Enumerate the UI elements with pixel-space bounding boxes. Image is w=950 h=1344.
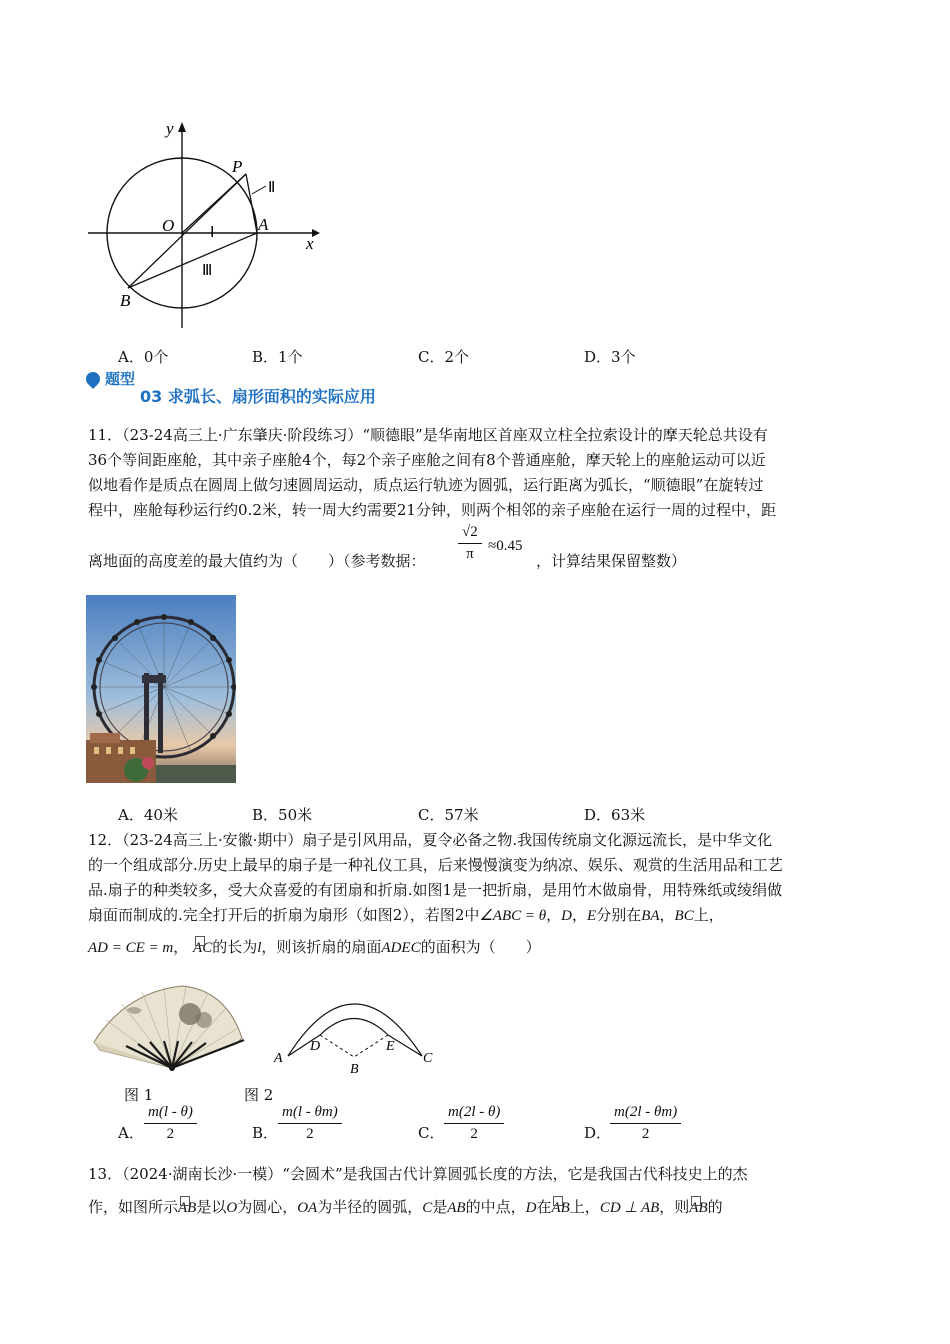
q12-l4-sep3: ， [659,906,675,924]
q11-ref-fraction [458,524,482,563]
origin-label: O [162,216,175,235]
figure-2-caption: 图 2 [244,1086,274,1104]
q11-ref-fraction-den: π [466,546,474,562]
q11-option-d[interactable]: D．63米 [584,806,646,824]
q12-option-d-letter[interactable]: D． [584,1124,612,1142]
arc-ab-3: AB [689,1200,708,1216]
q12-option-c-fraction[interactable] [444,1104,504,1143]
point-a-label: A [258,215,269,234]
q12-option-a-fraction[interactable] [144,1104,197,1143]
q13-line-1: 13．（2024·湖南长沙·一模）“会圆术”是我国古代计算圆弧长度的方法，它是我国古代科技史上的杰 [88,1165,748,1183]
q13-l2-e: 是 [432,1198,448,1216]
q13-line-2 [88,1196,723,1217]
segment-ab: AB [447,1200,466,1216]
q12-line-4 [88,904,724,925]
cd-perp-ab: CD ⊥ AB [599,1200,660,1216]
radius-oa: OA [297,1200,318,1216]
q12-line-3: 品.扇子的种类较多，受大众喜爱的有团扇和折扇.如图1是一把折扇，是用竹木做扇骨，用特殊纸或绫绢做 [88,881,783,899]
q12-l4-sep2: ， [572,906,588,924]
fan-label-e: E [386,1039,395,1054]
q13-l2-f: 的中点， [465,1198,526,1216]
q12-option-d-num: m(2l - θm) [614,1104,678,1120]
point-p-label: P [232,157,243,176]
q12-option-b-den: 2 [306,1126,314,1142]
q12-option-a-letter[interactable]: A． [118,1124,144,1142]
q12-l5-len: 的长为 [212,938,258,956]
point-e: E [587,908,597,924]
q13-l2-h: 上， [569,1198,600,1216]
q11-ref-approx: ≈0.45 [488,538,523,554]
region-i-label: Ⅰ [210,225,215,241]
location-pin-icon [83,369,103,389]
q12-l5-mid: ，则该折扇的扇面 [261,938,382,956]
tag-label: 题型 [105,370,136,388]
q12-option-d-den: 2 [641,1126,650,1142]
x-axis-label: x [306,234,314,253]
question-type-tag [86,368,135,389]
q12-line-2: 的一个组成部分.历史上最早的扇子是一种礼仪工具，后来慢慢演变为纳凉、娱乐、观赏的生活用品和工艺 [88,856,783,874]
y-axis-label: y [166,119,174,138]
fan-label-c: C [423,1051,433,1066]
q13-l2-j: 的 [707,1198,723,1216]
figure-1-caption: 图 1 [124,1086,154,1104]
q11-line-1: 11．（23-24高三上·广东肇庆·阶段练习）“顺德眼”是华南地区首座双立柱全拉索设计的摩天轮总共设有 [88,426,768,444]
q10-option-d[interactable]: D．3个 [584,348,636,366]
segment-ba: BA [641,908,660,924]
q11-option-a[interactable]: A．40米 [118,806,178,824]
point-b-label: B [120,291,131,310]
ferris-wheel-photo [86,595,236,783]
q11-option-b[interactable]: B．50米 [252,806,313,824]
point-d: D [561,908,572,924]
equation-ad-ce-m: AD = CE = m [88,940,174,956]
q12-option-c-num: m(2l - θ) [448,1104,501,1120]
folding-fan-photo [86,980,248,1076]
q12-option-a-den: 2 [166,1126,175,1142]
fan-label-d: D [310,1039,321,1054]
point-d-q13: D [525,1200,537,1216]
q13-l2-b: 是以 [196,1198,227,1216]
arc-ab-2: AB [551,1200,570,1216]
region-adec: ADEC [381,940,421,956]
unit-circle-figure [80,110,330,335]
q10-option-b[interactable]: B．1个 [252,348,303,366]
q11-line-5-start: 离地面的高度差的最大值约为（ ）（参考数据： [88,552,426,570]
q12-l4-txt: 分别在 [596,906,642,924]
q11-ref-fraction-num: √2 [462,524,478,540]
region-iii-label: Ⅲ [202,263,213,279]
q13-l2-i: ，则 [659,1198,690,1216]
q13-l2-c: 为圆心， [237,1198,298,1216]
q12-option-b-num: m(l - θm) [282,1104,338,1120]
arc-ab-1: AB [178,1200,197,1216]
q12-option-c-den: 2 [470,1126,478,1142]
q12-l5-end: 的面积为（ ） [420,938,541,956]
q11-line-4: 程中，座舱每秒运行约0.2米，转一周大约需要21分钟，则两个相邻的亲子座舱在运行一周的过程中，距 [88,501,776,519]
angle-abc-theta: ∠ABC = θ [479,908,547,924]
q12-option-b-fraction[interactable] [278,1104,342,1143]
q13-l2-d: 为半径的圆弧， [317,1198,423,1216]
fan-label-b: B [350,1062,359,1077]
segment-bc: BC [674,908,694,924]
q12-option-d-fraction[interactable] [610,1104,681,1143]
q11-line-5-end: ，计算结果保留整数） [536,552,687,570]
q11-option-c[interactable]: C．57米 [418,806,479,824]
q12-l4-end: 上， [693,906,724,924]
q12-line-4-pre: 扇面而制成的.完全打开后的折扇为扇形（如图2），若图2中 [88,906,480,924]
point-c: C [422,1200,433,1216]
q12-line-1: 12．（23-24高三上·安徽·期中）扇子是引风用品，夏令必备之物.我国传统扇文化源远流长，是中华文化 [88,831,773,849]
fan-sector-diagram [268,974,440,1098]
fan-label-a: A [274,1051,283,1066]
arc-ac: AC [193,940,213,956]
q12-line-5 [88,936,541,957]
q13-l2-a: 作，如图所示 [88,1198,179,1216]
q12-option-c-letter[interactable]: C． [418,1124,445,1142]
var-l: l [257,940,262,956]
q13-l2-g: 在 [536,1198,552,1216]
q12-option-b-letter[interactable]: B． [252,1124,279,1142]
q12-l4-sep1: ， [546,906,562,924]
q11-line-3: 似地看作是质点在圆周上做匀速圆周运动，质点运行轨迹为圆弧，运行距离为弧长，“顺德眼”在旋转过 [88,476,764,494]
q11-line-2: 36个等间距座舱，其中亲子座舱4个，每2个亲子座舱之间有8个普通座舱，摩天轮上的座舱运动可以近 [88,451,766,469]
q12-l5-sep: ， [173,938,189,956]
center-o: O [226,1200,238,1216]
region-ii-label: Ⅱ [268,180,276,196]
q12-option-a-num: m(l - θ) [148,1104,193,1120]
q10-option-c[interactable]: C．2个 [418,348,470,366]
q10-option-a[interactable]: A．0个 [118,348,169,366]
section-title: 03 求弧长、扇形面积的实际应用 [140,387,376,406]
